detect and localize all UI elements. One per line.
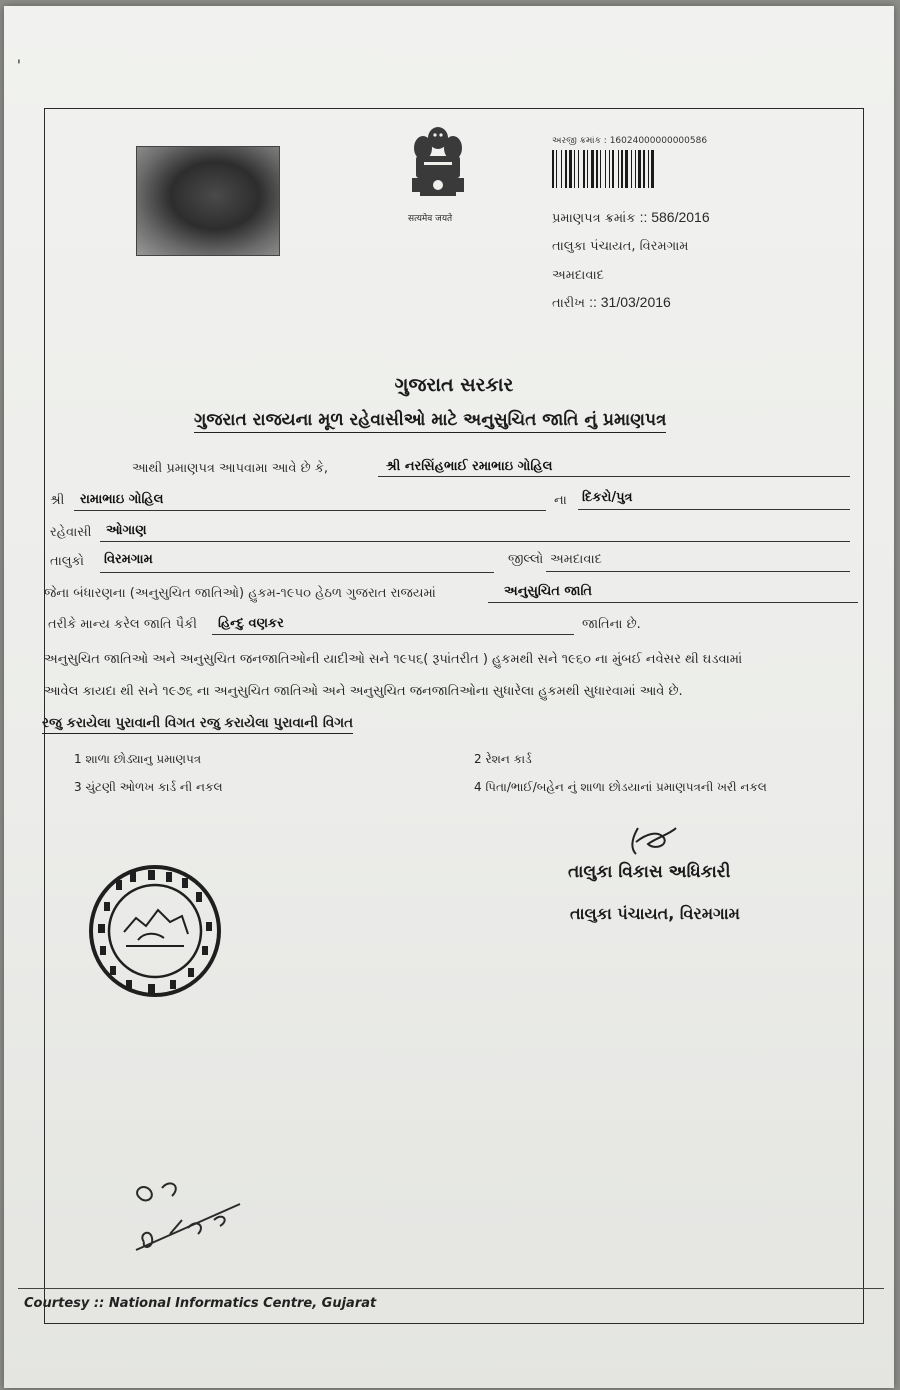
- relation-value: દિકરો/પુત્ર: [582, 490, 633, 505]
- category-line: [488, 602, 858, 603]
- resident-line: [100, 541, 850, 542]
- certificate-number: :: 586/2016: [639, 209, 710, 225]
- applicant-name: શ્રી નરસિંહભાઈ રમાભાઇ ગોહિલ: [386, 459, 553, 474]
- officer-designation: તાલુકા વિકાસ અધિકારી: [568, 862, 731, 882]
- resident-label: રહેવાસી: [50, 525, 92, 540]
- district-label: જીલ્લો: [508, 552, 544, 567]
- certificate-sheet: [4, 6, 894, 1388]
- relation-line: [578, 509, 850, 510]
- issue-date: :: 31/03/2016: [589, 294, 671, 310]
- law-paragraph-line1: અનુસુચિત જાતિઓ અને અનુસુચિત જનજાતિઓની યાદીઓ સને ૧૯૫૬( રૂપાંતરીત ) હુકમથી સને ૧૯૬૦ ના મુંબઈ નવેસર થી ઘડવામાં: [44, 652, 743, 667]
- category-value: અનુસુચિત જાતિ: [504, 584, 593, 599]
- certificate-title: ગુજરાત રાજયના મૂળ રહેવાસીઓ માટે અનુસુચિત જાતિ નું પ્રમાણપત્ર: [194, 410, 666, 433]
- order-text: જેના બંધારણના (અનુસુચિત જાતિઓ) હુકમ-૧૯૫૦ હેઠળ ગુજરાત રાજયમાં: [44, 586, 436, 601]
- document-item-4: 4 પિતા/ભાઈ/બહેન નું શાળા છોડયાનાં પ્રમાણપત્રની ખરી નકલ: [474, 780, 767, 794]
- government-title: ગુજરાત સરકાર: [394, 374, 514, 396]
- issuer-office: તાલુકા પંચાયત, વિરમગામ: [552, 239, 689, 254]
- father-name-line: [74, 510, 546, 511]
- corner-mark: ': [17, 58, 21, 74]
- emblem-motto: सत्यमेव जयते: [408, 214, 453, 224]
- document-item-3: 3 ચુંટણી ઓળખ કાર્ડ ની નકલ: [74, 780, 223, 794]
- law-paragraph-line2: આવેલ કાયદા થી સને ૧૯૭૬ ના અનુસુચિત જાતિઓ અને અનુસુચિત જનજાતિઓના સુધારેલા હુકમથી સુધારવામાં આવે છે.: [44, 684, 683, 699]
- taluka-value: વિરમગામ: [104, 552, 153, 567]
- father-prefix: શ્રી: [50, 493, 65, 508]
- applicant-name-line: [378, 476, 850, 477]
- father-name: રામાભાઇ ગોહિલ: [80, 492, 164, 507]
- intro-label: આથી પ્રમાણપત્ર આપવામા આવે છે કે,: [132, 461, 329, 476]
- official-seal: [86, 862, 224, 1000]
- relation-label: ના: [554, 493, 567, 508]
- officer-signature: [624, 824, 684, 864]
- caste-suffix: જાતિના છે.: [582, 617, 641, 632]
- taluka-label: તાલુકો: [50, 554, 85, 569]
- issuer-district: અમદાવાદ: [552, 268, 604, 283]
- national-emblem-icon: [402, 122, 474, 214]
- resident-value: ઓગાણ: [106, 523, 147, 538]
- district-line: [546, 571, 850, 572]
- barcode: [552, 150, 732, 188]
- applicant-photo: [136, 146, 280, 256]
- handwritten-note: [122, 1168, 252, 1268]
- barcode-number: અરજી ક્રમાંક : 16024000000000586: [552, 136, 708, 146]
- issue-date-label: તારીખ: [552, 296, 585, 311]
- officer-office: તાલુકા પંચાયત, વિરમગામ: [570, 904, 740, 923]
- document-item-2: 2 રેશન કાર્ડ: [474, 752, 532, 766]
- recognized-label: તરીકે માન્ય કરેલ જાતિ પૈકી: [48, 617, 197, 632]
- courtesy-footer: Courtesy :: National Informatics Centre, Gujarat: [24, 1296, 377, 1311]
- certificate-number-label: પ્રમાણપત્ર ક્રમાંક: [552, 211, 636, 226]
- taluka-line: [100, 572, 494, 573]
- caste-value: હિન્દુ વણકર: [218, 616, 284, 631]
- document-item-1: 1 શાળા છોડ્યાનુ પ્રમાણપત્ર: [74, 752, 202, 766]
- certificate-number-row: [552, 209, 710, 226]
- issue-date-row: [552, 294, 671, 311]
- caste-line: [212, 634, 574, 635]
- documents-heading: રજુ કરાયેલા પુરાવાની વિગત રજુ કરાયેલા પુરાવાની વિગત: [42, 715, 353, 734]
- district-value: અમદાવાદ: [550, 552, 602, 567]
